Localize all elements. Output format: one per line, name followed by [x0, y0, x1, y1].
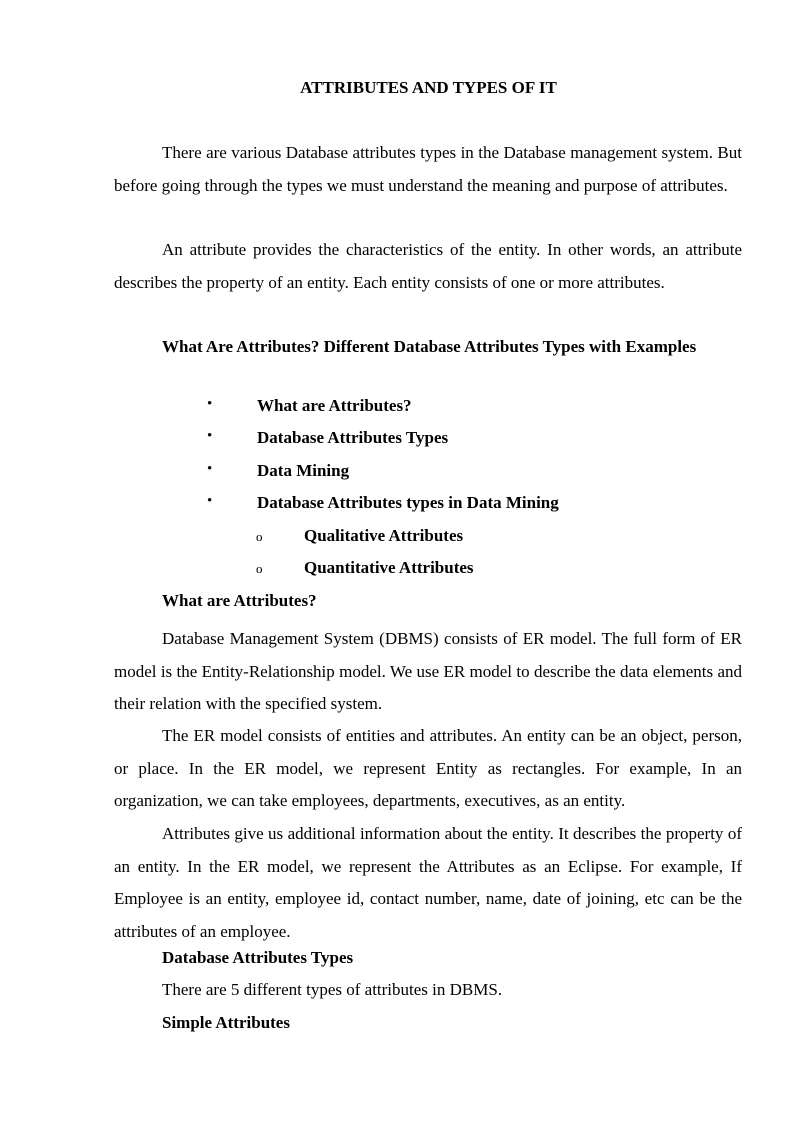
body-paragraph-dbms: Database Management System (DBMS) consists of ER model. The full form of ER model is the Entity-Relationship model. We use ER model to describe the data elements and their relation with the specified system. — [114, 629, 742, 713]
list-item — [207, 396, 412, 416]
list-item-label: Data Mining — [257, 461, 350, 480]
section-heading-what-are-attributes: What are Attributes? — [162, 591, 317, 610]
list-item-label: Database Attributes Types — [257, 428, 449, 447]
document-title: ATTRIBUTES AND TYPES OF IT — [300, 78, 557, 97]
sub-list-item-label: Quantitative Attributes — [304, 558, 474, 577]
list-item — [207, 461, 350, 481]
section-heading-simple-attributes: Simple Attributes — [162, 1013, 290, 1032]
bullet-icon: • — [207, 428, 213, 444]
intro-paragraph-1: There are various Database attributes types in the Database management system. But before going through the types we must understand the meaning and purpose of attributes. — [114, 143, 742, 195]
bullet-icon: • — [207, 493, 213, 509]
list-item-label: What are Attributes? — [257, 396, 412, 415]
sub-list-item — [256, 558, 474, 578]
sub-list-item-label: Qualitative Attributes — [304, 526, 464, 545]
sub-list-item — [256, 526, 464, 546]
list-item-label: Database Attributes types in Data Mining — [257, 493, 559, 512]
list-item — [207, 428, 449, 448]
body-paragraph-attributes: Attributes give us additional information about the entity. It describes the property of an entity. In the ER model, we represent the Attributes as an Eclipse. For example, If Employee is an entity, employee id, contact number, name, date of joining, etc can be the attributes of an employee. — [114, 824, 742, 941]
list-item — [207, 493, 559, 513]
body-line-types-count: There are 5 different types of attributes in DBMS. — [162, 980, 503, 999]
section-heading-what-are-attributes-types: What Are Attributes? Different Database Attributes Types with Examples — [162, 337, 697, 356]
section-heading-database-attributes-types: Database Attributes Types — [162, 948, 354, 967]
circle-bullet-icon: o — [256, 529, 263, 544]
bullet-icon: • — [207, 396, 213, 412]
body-paragraph-er-model: The ER model consists of entities and attributes. An entity can be an object, person, or place. In the ER model, we represent Entity as rectangles. For example, In an organization, we can take employees, departments, executives, as an entity. — [114, 726, 742, 810]
bullet-icon: • — [207, 461, 213, 477]
intro-paragraph-2: An attribute provides the characteristics of the entity. In other words, an attribute describes the property of an entity. Each entity consists of one or more attributes. — [114, 240, 742, 292]
circle-bullet-icon: o — [256, 561, 263, 576]
